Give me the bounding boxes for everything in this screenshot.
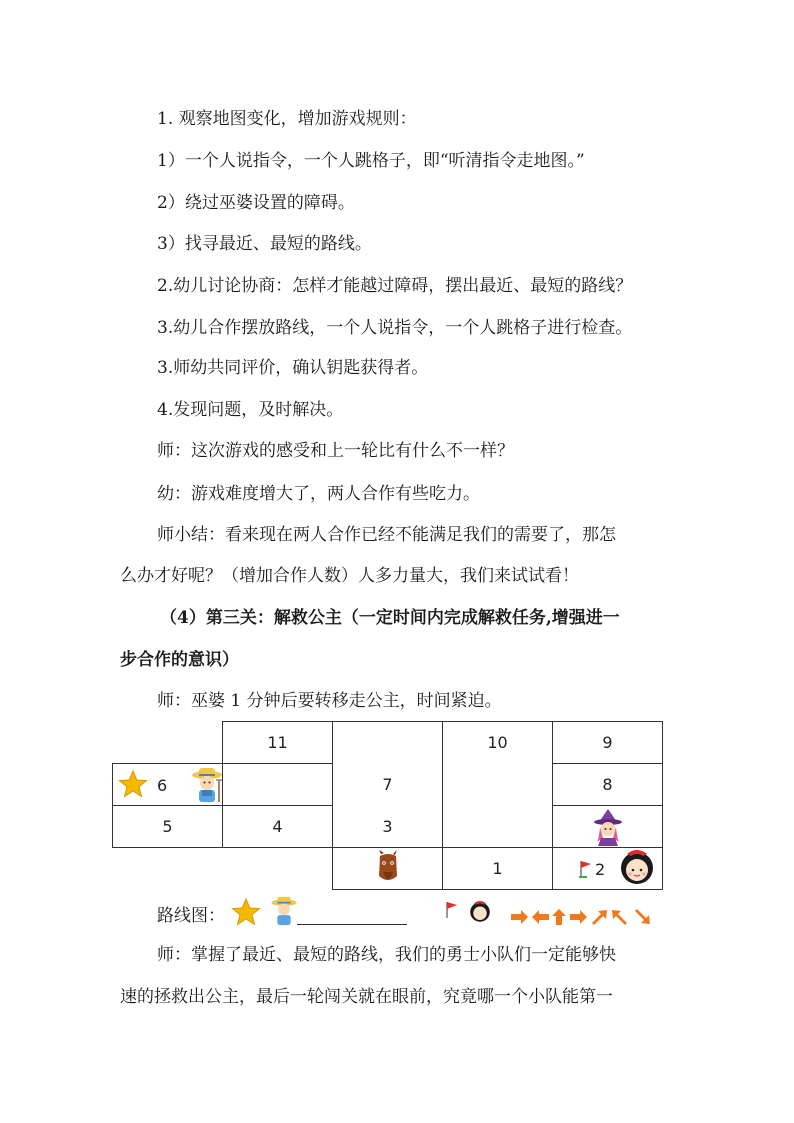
cell-number: 9	[602, 733, 613, 752]
teacher-question: 师：这次游戏的感受和上一轮比有什么不一样？	[157, 441, 514, 461]
step-4: 4.发现问题，及时解决。	[157, 400, 344, 420]
witch-icon	[591, 808, 625, 846]
route-answer-blank[interactable]	[297, 924, 407, 925]
rule-3: 3）找寻最近、最短的路线。	[157, 234, 372, 254]
map-cell-monster	[333, 848, 443, 890]
princess-icon	[469, 899, 491, 925]
child-answer: 幼：游戏难度增大了，两人合作有些吃力。	[157, 484, 480, 504]
cell-number: 11	[267, 733, 288, 752]
closing-line-1: 师：掌握了最近、最短的路线，我们的勇士小队们一定能够快	[157, 945, 616, 965]
star-icon	[118, 769, 148, 799]
cell-number: 6	[157, 776, 168, 795]
map-cell-9	[553, 722, 663, 764]
section-heading-line-1: （4）第三关：解救公主（一定时间内完成解救任务,增强进一	[160, 608, 620, 628]
summary-line-1: 师小结：看来现在两人合作已经不能满足我们的需要了，那怎	[157, 525, 616, 545]
cell-number: 5	[162, 817, 173, 836]
cell-number: 1	[492, 859, 503, 878]
flag-icon	[579, 860, 593, 878]
summary-line-2: 么办才好呢？（增加合作人数）人多力量大，我们来试试看！	[120, 566, 579, 586]
rescue-map-grid	[112, 721, 663, 890]
cell-number: 7	[382, 775, 393, 794]
map-cell-empty	[223, 848, 333, 890]
map-cell-witch	[553, 806, 663, 848]
map-cell-farmer	[223, 764, 333, 806]
farmer-boy-icon	[189, 766, 225, 804]
map-cell-5	[113, 806, 223, 848]
map-cell-3	[333, 806, 443, 848]
teacher-note: 师：巫婆 1 分钟后要转移走公主，时间紧迫。	[157, 691, 502, 711]
flag-icon	[445, 901, 459, 919]
map-cell-4	[223, 806, 333, 848]
direction-arrows-icon	[509, 907, 659, 927]
map-cell-1	[443, 848, 553, 890]
rule-heading: 1. 观察地图变化，增加游戏规则：	[157, 109, 417, 129]
map-cell-7	[333, 764, 443, 806]
step-3a: 3.幼儿合作摆放路线，一个人说指令，一个人跳格子进行检查。	[157, 318, 633, 338]
cell-number: 2	[595, 860, 606, 879]
cell-number: 3	[382, 816, 393, 836]
map-cell-11	[223, 722, 333, 764]
route-label: 路线图：	[157, 906, 225, 926]
princess-icon	[619, 848, 655, 888]
map-cell-empty	[113, 848, 223, 890]
map-cell-blank	[443, 806, 553, 848]
map-cell-empty	[113, 722, 223, 764]
cell-number: 8	[602, 775, 613, 794]
horse-monster-icon	[375, 850, 401, 888]
map-cell-blank	[443, 764, 553, 806]
cell-number: 10	[487, 733, 508, 753]
star-icon	[231, 897, 261, 927]
map-cell-10	[443, 722, 553, 764]
rule-1: 1）一个人说指令，一个人跳格子，即“听清指令走地图。”	[157, 151, 585, 171]
cell-number: 4	[272, 817, 283, 836]
rule-2: 2）绕过巫婆设置的障碍。	[157, 193, 355, 213]
map-cell-2	[553, 848, 663, 890]
step-2: 2.幼儿讨论协商：怎样才能越过障碍，摆出最近、最短的路线？	[157, 276, 633, 296]
step-3b: 3.师幼共同评价，确认钥匙获得者。	[157, 358, 429, 378]
farmer-boy-icon	[269, 895, 299, 927]
closing-line-2: 速的拯救出公主，最后一轮闯关就在眼前，究竟哪一个小队能第一	[120, 987, 613, 1007]
map-cell-blank	[333, 722, 443, 764]
map-cell-8	[553, 764, 663, 806]
section-heading-line-2: 步合作的意识）	[120, 650, 239, 670]
